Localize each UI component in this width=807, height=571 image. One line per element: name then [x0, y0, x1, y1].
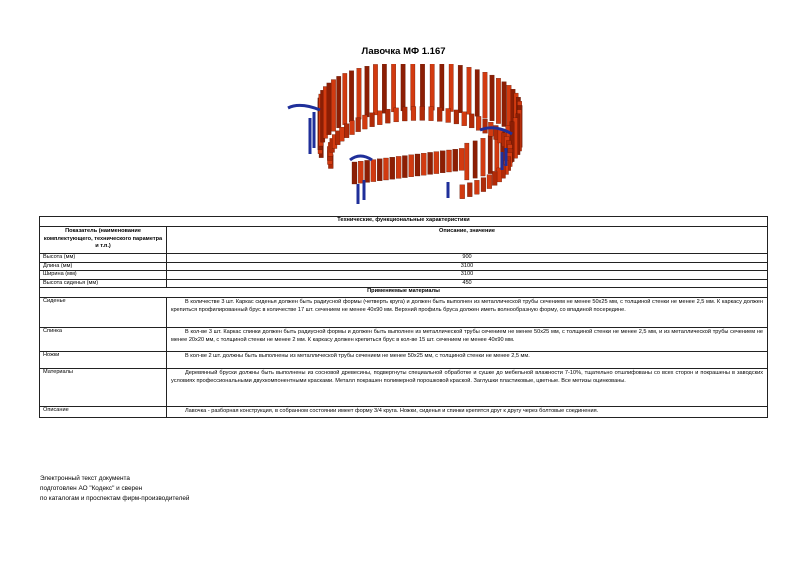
- param-value: 450: [167, 279, 768, 288]
- table-row: [40, 328, 768, 352]
- footer-line: Электронный текст документа: [40, 475, 130, 482]
- material-name: Материалы: [40, 369, 167, 407]
- table-row: [40, 279, 768, 288]
- param-name: Длина (мм): [40, 262, 167, 271]
- table-row: [40, 298, 768, 328]
- material-name: Описание: [40, 407, 167, 418]
- column-header-value: Описание, значение: [167, 227, 768, 254]
- section-header-row: [40, 217, 768, 227]
- page-title: Лавочка МФ 1.167: [361, 46, 446, 57]
- material-desc: Деревянный бруски должны быть выполнены из сосновой древесины, подвергнуты специальной обработке и сушке до мебельной влажности 7-10%, тщательно отшлифованы со всех сторон и покрашены в заводских условиях профессиональными двухкомпонентными красками. Металл покрашен полимерной порошковой краской. Заглушки пластиковые, цветные. Все метизы оцинкованы.: [167, 369, 768, 407]
- material-desc: В количестве 3 шт. Каркас сиденья должен быть радиусной формы (четверть круга) и должен быть выполнен из металлической трубы сечением не менее 50х25 мм, с толщиной стенки не менее 2,5 мм. К каркасу должен крепиться профилированный брус в количестве 17 шт. сечением не менее 40х90 мм. Верхний профиль бруса должен иметь волнообразную форму, со впадиной посередине.: [167, 298, 768, 328]
- material-desc: В кол-ве 2 шт. должны быть выполнены из металлической трубы сечением не менее 50х25 мм, с толщиной стенки не менее 2,5 мм.: [167, 352, 768, 369]
- table-row: [40, 271, 768, 280]
- param-name: Высота (мм): [40, 254, 167, 263]
- material-name: Сиденье: [40, 298, 167, 328]
- footer-line: по каталогам и проспектам фирм-производителей: [40, 495, 190, 503]
- material-desc: В кол-ве 3 шт. Каркас спинки должен быть радиусной формы и должен быть выполнен из металлической трубы сечением не менее 50х25 мм, с толщиной стенки не менее 2,5 мм, и из металлической трубы сечением не менее 20х20 мм, с толщиной стенки не менее 2 мм. К каркасу должен крепиться брус в кол-ве 15 шт. сечением не менее 40х90 мм.: [167, 328, 768, 352]
- table-row: [40, 369, 768, 407]
- section-title-characteristics: Технические, функциональные характеристики: [40, 217, 768, 227]
- material-desc: Лавочка - разборная конструкция, в собранном состоянии имеет форму 3/4 круга. Ножки, сиденья и спинки крепятся друг к другу через болтовые соединения.: [167, 407, 768, 418]
- material-name: Ножки: [40, 352, 167, 369]
- param-value: 3100: [167, 262, 768, 271]
- param-value: 900: [167, 254, 768, 263]
- section-title-materials: Применяемые материалы: [40, 288, 768, 298]
- table-row: [40, 262, 768, 271]
- param-value: 3100: [167, 271, 768, 280]
- bench-illustration: [280, 64, 530, 212]
- column-header-parameter: Показатель (наименование комплектующего, технического параметра и т.п.): [40, 227, 167, 254]
- table-row: [40, 352, 768, 369]
- param-name: Ширина (мм): [40, 271, 167, 280]
- footer-note: [40, 474, 189, 505]
- param-name: Высота сиденья (мм): [40, 279, 167, 288]
- footer-line: подготовлен АО "Кодекс" и сверен: [40, 485, 143, 493]
- spec-table: [39, 216, 768, 418]
- material-name: Спинка: [40, 328, 167, 352]
- section-header-row: [40, 288, 768, 298]
- table-row: [40, 407, 768, 418]
- table-row: [40, 254, 768, 263]
- column-header-row: [40, 227, 768, 254]
